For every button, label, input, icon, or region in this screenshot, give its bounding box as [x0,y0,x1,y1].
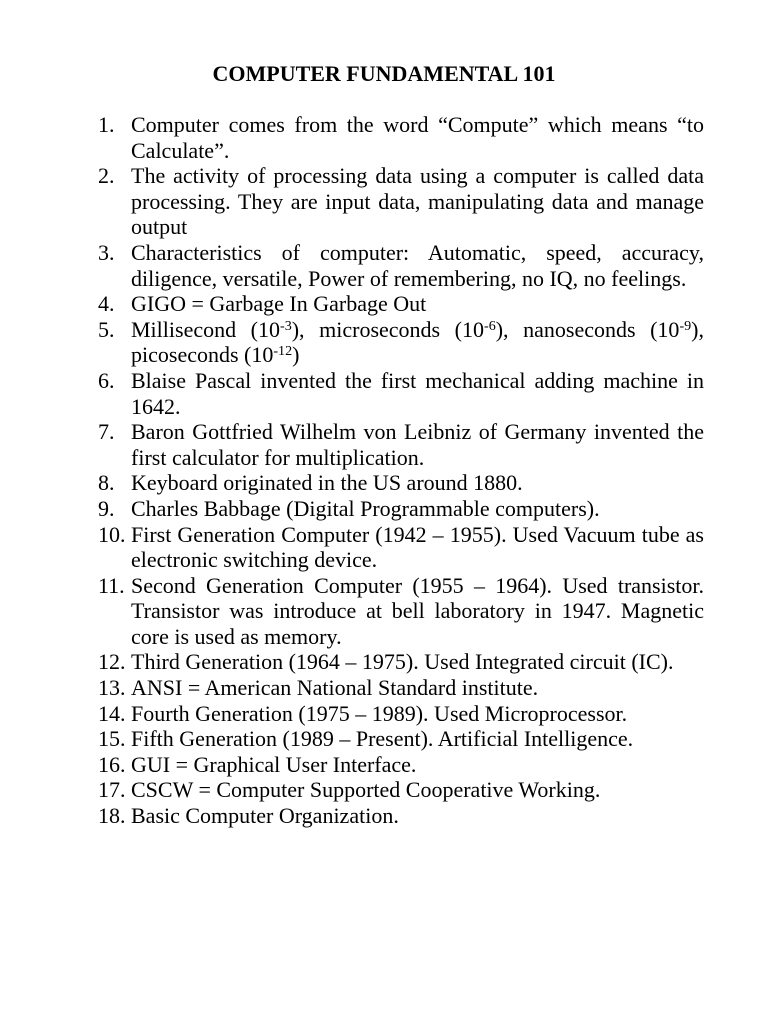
list-item [98,317,704,368]
item-number: 4. [98,291,115,317]
list-item [98,675,704,701]
item-number: 11. [98,572,125,598]
item-number: 16. [98,751,126,777]
list-item [98,573,704,650]
item-number: 18. [98,803,126,829]
item-text: Fifth Generation (1989 – Present). Artificial Intelligence. [131,726,634,752]
list-item [98,470,704,496]
list-item [98,701,704,727]
text-segment: ), picoseconds (10 [131,316,704,368]
item-text: Third Generation (1964 – 1975). Used Integrated circuit (IC). [131,649,674,675]
item-text: First Generation Computer (1942 – 1955). Used Vacuum tube as electronic switching device. [131,521,704,573]
item-number: 13. [98,675,126,701]
item-text: Keyboard originated in the US around 1880. [131,470,523,496]
list-item [98,240,704,291]
item-number: 5. [98,316,115,342]
item-text: Second Generation Computer (1955 – 1964). Used transistor. Transistor was introduce at bell laboratory in 1947. Magnetic core is used as memory. [131,572,704,649]
item-text: Basic Computer Organization. [131,803,399,829]
item-number: 17. [98,777,126,803]
item-text: GUI = Graphical User Interface. [131,751,417,777]
list-item [98,752,704,778]
item-number: 9. [98,495,115,521]
superscript: -3 [280,317,292,334]
list-item [98,726,704,752]
numbered-list [98,112,704,829]
item-text: ANSI = American National Standard institute. [131,675,539,701]
item-number: 10. [98,521,126,547]
list-item [98,419,704,470]
item-number: 15. [98,726,126,752]
list-item [98,163,704,240]
list-item [98,777,704,803]
list-item [98,649,704,675]
list-item [98,291,704,317]
item-number: 8. [98,470,115,496]
item-text: Characteristics of computer: Automatic, speed, accuracy, diligence, versatile, Power of remembering, no IQ, no feelings. [131,239,704,291]
item-number: 12. [98,649,126,675]
superscript: -12 [273,343,293,360]
superscript: -9 [679,317,692,334]
list-item [98,803,704,829]
item-text: The activity of processing data using a computer is called data processing. They are input data, manipulating data and manage output [131,163,704,240]
item-number: 3. [98,239,115,265]
item-text: Computer comes from the word “Compute” which means “to Calculate”. [131,112,704,163]
text-segment: Millisecond (10 [131,316,280,342]
item-text: GIGO = Garbage In Garbage Out [131,291,427,317]
list-item [98,112,704,163]
list-item [98,522,704,573]
item-number: 6. [98,367,115,393]
item-text: Fourth Generation (1975 – 1989). Used Microprocessor. [131,700,628,726]
item-number: 2. [98,163,115,189]
text-segment: ), nanoseconds (10 [495,316,680,342]
item-text [131,317,704,368]
text-segment: ), microseconds (10 [291,316,484,342]
item-number: 1. [98,112,115,137]
superscript: -6 [484,317,496,334]
text-segment: ) [292,342,300,368]
document-title: COMPUTER FUNDAMENTAL 101 [212,61,556,86]
item-text: Baron Gottfried Wilhelm von Leibniz of Germany invented the first calculator for multiplication. [131,419,704,470]
item-number: 7. [98,419,115,445]
list-item [98,496,704,522]
item-text: CSCW = Computer Supported Cooperative Working. [131,777,601,803]
item-text: Blaise Pascal invented the first mechanical adding machine in 1642. [131,367,704,419]
list-item [98,368,704,419]
item-number: 14. [98,700,126,726]
item-text: Charles Babbage (Digital Programmable computers). [131,495,600,521]
